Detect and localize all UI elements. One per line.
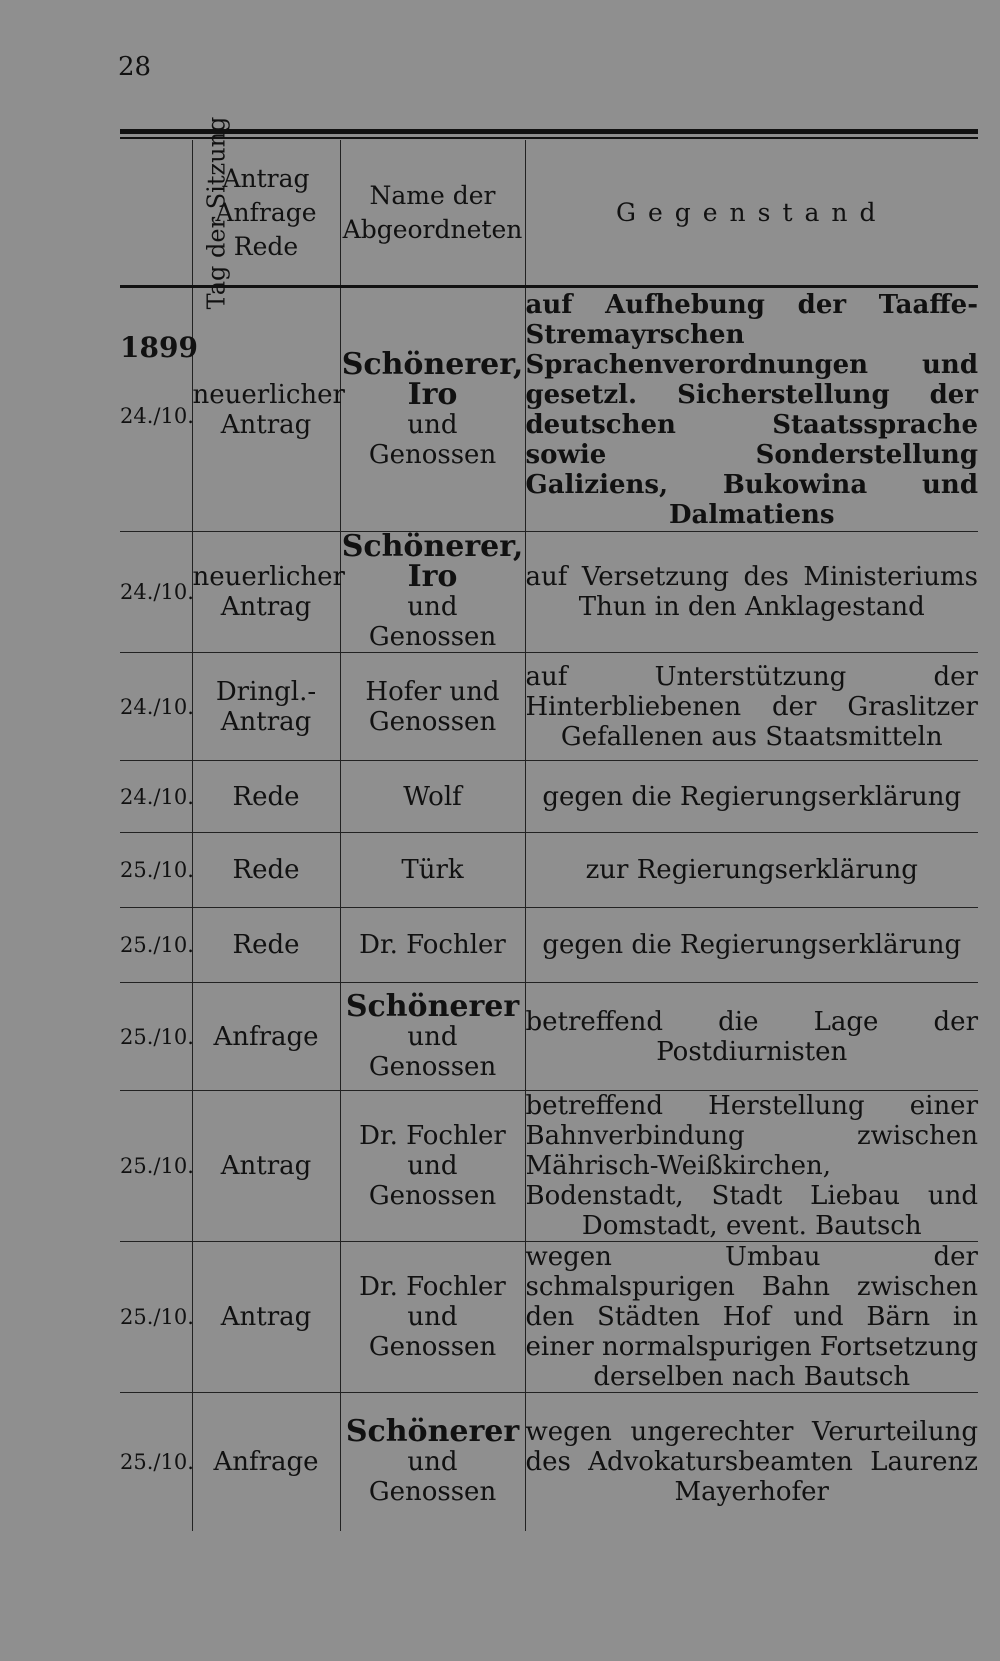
top-rule xyxy=(120,129,978,134)
cell-type: Antrag xyxy=(192,1242,340,1393)
cell-name xyxy=(340,1242,525,1393)
cell-name xyxy=(340,529,525,653)
cell-subject: auf Unterstützung der Hinterbliebenen der Graslitzer Gefallenen aus Staatsmitteln xyxy=(525,653,978,761)
cell-date xyxy=(120,833,192,908)
cell-type: Dringl.-Antrag xyxy=(192,653,340,761)
date-text: 25./10. xyxy=(120,1449,194,1474)
cell-subject: wegen Umbau der schmalspurigen Bahn zwischen den Städten Hof und Bärn in einer normalspurigen Fortsetzung derselben nach Bautsch xyxy=(525,1242,978,1392)
date-text: 24./10. xyxy=(120,784,194,809)
date-text: 24./10. xyxy=(120,580,194,604)
cell-name xyxy=(340,908,525,983)
cell-subject: betreffend die Lage der Postdiurnisten xyxy=(525,983,978,1091)
header-type-line: Rede xyxy=(233,231,299,261)
name-rest: und Genossen xyxy=(368,1446,497,1507)
cell-type: Anfrage xyxy=(192,983,340,1091)
date-text: 25./10. xyxy=(120,933,194,957)
name-rest: und Genossen xyxy=(368,592,497,652)
header-subject xyxy=(525,140,978,287)
date-text: 25./10. xyxy=(120,858,194,882)
cell-type: neuerlicher Antrag xyxy=(192,532,340,653)
cell-type: Antrag xyxy=(192,1091,340,1242)
cell-date xyxy=(120,761,192,833)
name-bold: Schönerer xyxy=(345,988,520,1024)
cell-subject: auf Aufhebung der Taaffe-Stremayrschen Sprachenverordnungen und gesetzl. Sicherstellung der deutschen Staatssprache sowie Sonderstellung Galiziens, Bukowina und Dalmatiens xyxy=(525,287,978,532)
table-row xyxy=(120,653,978,761)
table-row xyxy=(120,1242,978,1393)
cell-name xyxy=(340,833,525,908)
table-row xyxy=(120,908,978,983)
cell-type: neuerlicher Antrag xyxy=(192,287,340,532)
table-row xyxy=(120,983,978,1091)
name-rest: Hofer und Genossen xyxy=(365,676,500,737)
header-name xyxy=(340,140,525,287)
register-table xyxy=(120,116,978,1531)
cell-subject: auf Versetzung des Ministeriums Thun in den Anklagestand xyxy=(525,532,978,653)
table-row xyxy=(120,532,978,653)
header-name-line: Name der xyxy=(369,180,496,210)
cell-subject: gegen die Regierungserklärung xyxy=(525,761,978,833)
cell-subject: gegen die Regierungserklärung xyxy=(525,908,978,983)
cell-type: Rede xyxy=(192,761,340,833)
table-row xyxy=(120,1091,978,1242)
name-rest: Wolf xyxy=(403,781,462,812)
header-date xyxy=(120,116,231,309)
cell-name xyxy=(340,761,525,833)
cell-name xyxy=(340,653,525,761)
cell-date xyxy=(120,532,192,653)
cell-date xyxy=(120,287,198,532)
header-type-line: Anfrage xyxy=(215,197,317,227)
page-number: 28 xyxy=(118,52,152,82)
date-text: 24./10. xyxy=(120,694,194,719)
name-rest: Dr. Fochler und Genossen xyxy=(359,1121,506,1211)
table-row xyxy=(120,1393,978,1531)
name-rest: Dr. Fochler und Genossen xyxy=(359,1272,506,1362)
cell-type: Anfrage xyxy=(192,1393,340,1531)
name-rest: Dr. Fochler xyxy=(359,930,506,960)
cell-name xyxy=(340,1393,525,1531)
cell-date xyxy=(120,1242,192,1393)
header-type-line: Antrag xyxy=(222,163,310,193)
cell-date xyxy=(120,908,192,983)
name-rest: und Genossen xyxy=(368,409,497,470)
cell-type: Rede xyxy=(192,908,340,983)
date-text: 24./10. xyxy=(120,404,194,428)
table-row xyxy=(120,761,978,833)
cell-date xyxy=(120,983,192,1091)
name-bold: Schönerer xyxy=(345,1413,520,1449)
date-text: 25./10. xyxy=(120,1154,194,1178)
top-rule-thin xyxy=(120,137,978,139)
cell-name xyxy=(340,287,525,532)
cell-subject: betreffend Herstellung einer Bahnverbindung zwischen Mährisch-Weißkirchen, Bodenstadt, Stadt Liebau und Domstadt, event. Bautsch xyxy=(525,1091,978,1241)
table-row xyxy=(120,287,978,532)
date-text: 25./10. xyxy=(120,1305,194,1329)
header-date-label: Tag der Sitzung xyxy=(202,116,231,309)
header-subject-label: Gegenstand xyxy=(615,197,888,227)
cell-subject: zur Regierungserklärung xyxy=(525,833,978,908)
name-rest: Türk xyxy=(401,855,464,885)
header-row xyxy=(120,140,978,287)
cell-type: Rede xyxy=(192,833,340,908)
cell-name xyxy=(340,1091,525,1242)
cell-name xyxy=(340,983,525,1091)
date-text: 25./10. xyxy=(120,1024,194,1049)
name-bold: Schönerer, Iro xyxy=(341,346,524,412)
cell-date xyxy=(120,653,192,761)
table-row xyxy=(120,833,978,908)
cell-date xyxy=(120,1393,192,1531)
name-rest: und Genossen xyxy=(368,1021,497,1082)
cell-subject: wegen ungerechter Verurteilung des Advokatursbeamten Laurenz Mayerhofer xyxy=(525,1416,978,1507)
name-bold: Schönerer, Iro xyxy=(341,529,524,594)
year-label: 1899 xyxy=(120,331,198,364)
header-name-line: Abgeordneten xyxy=(342,214,523,244)
cell-date xyxy=(120,1091,192,1242)
